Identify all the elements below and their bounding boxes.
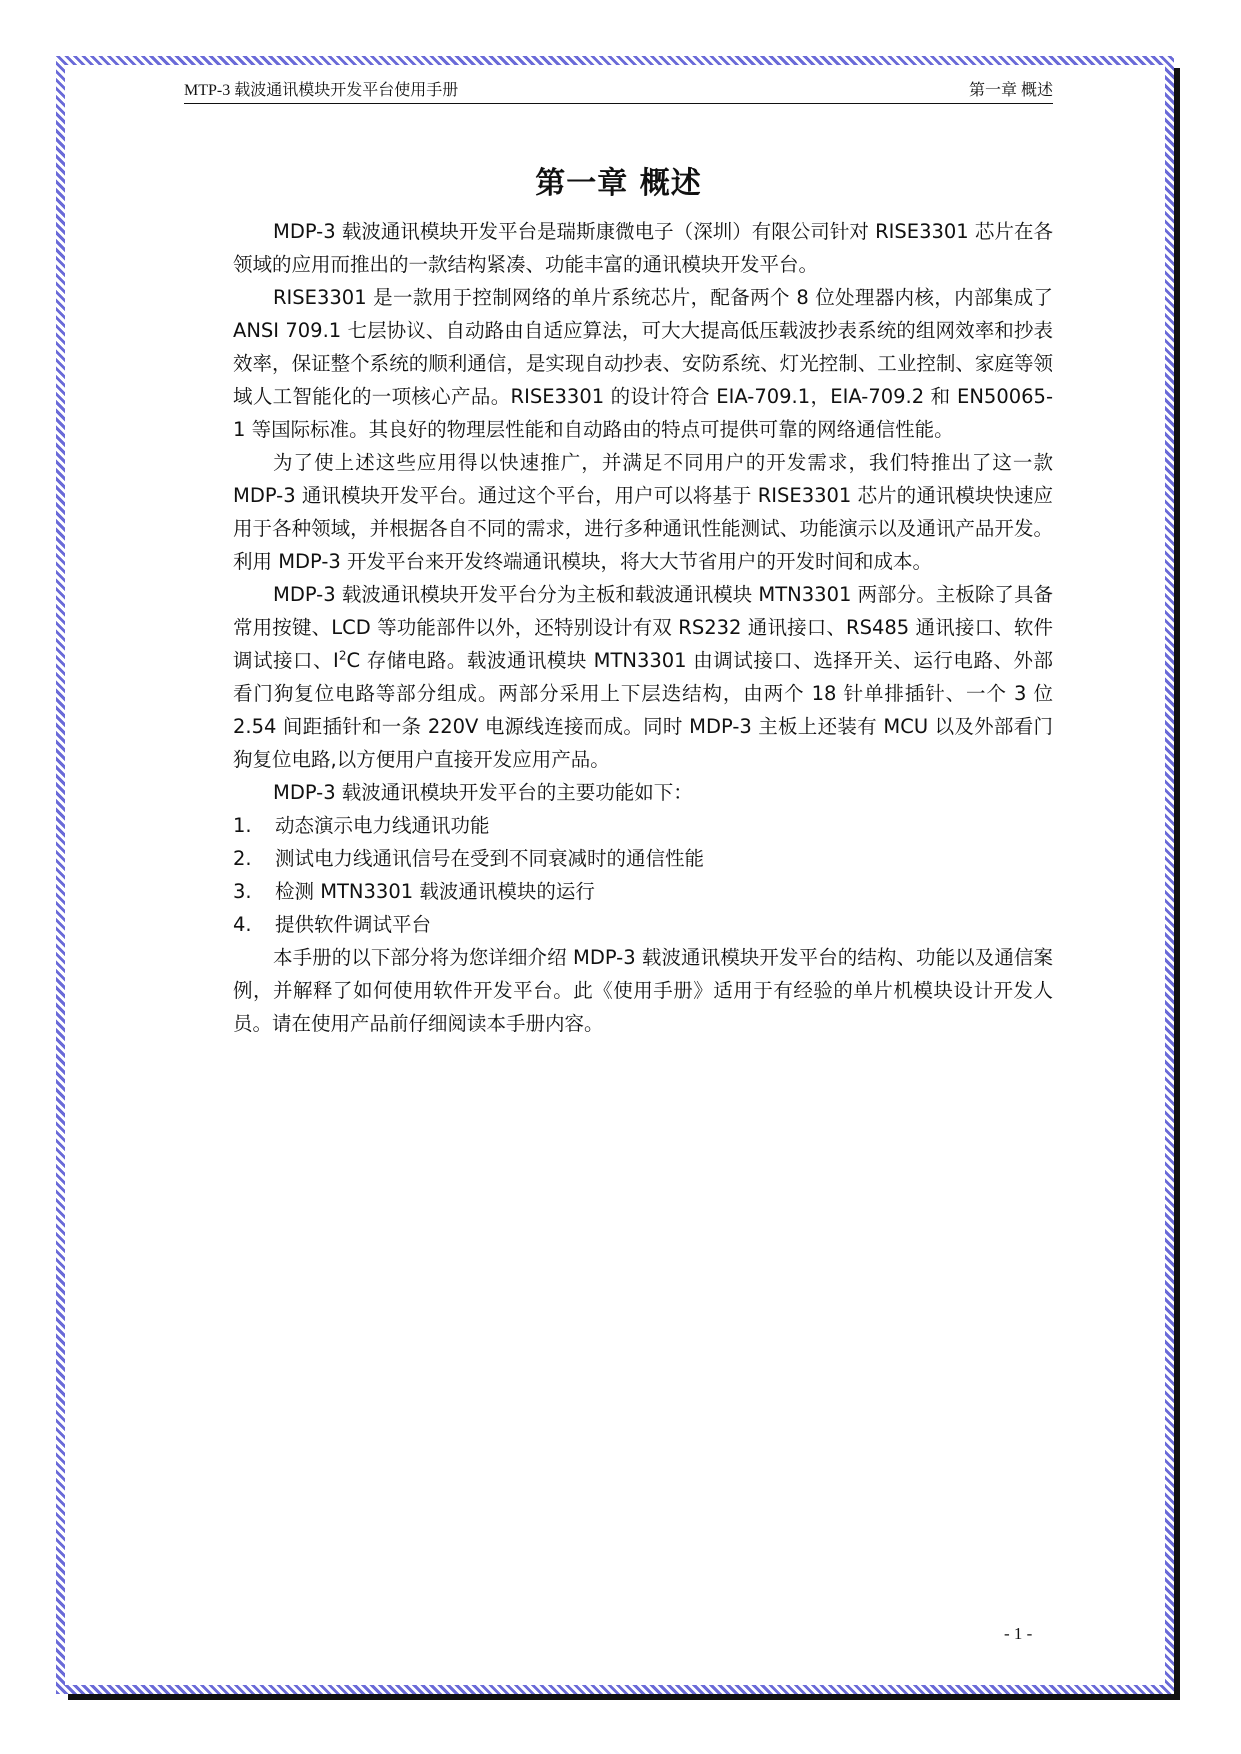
paragraph-closing: 本手册的以下部分将为您详细介绍 MDP-3 载波通讯模块开发平台的结构、功能以及通信案例，并解释了如何使用软件开发平台。此《使用手册》适用于有经验的单片机模块设计开发人员。请在使用产品前仔细阅读本手册内容。 (233, 946, 1053, 1035)
list-item-text: 测试电力线通讯信号在受到不同衰减时的通信性能 (275, 847, 705, 870)
functions-list (233, 809, 1053, 941)
list-item-text: 提供软件调试平台 (275, 913, 432, 936)
list-item-number: 4. (233, 913, 252, 936)
paragraph-platform: 为了使上述这些应用得以快速推广，并满足不同用户的开发需求，我们特推出了这一款 MDP-3 通讯模块开发平台。通过这个平台，用户可以将基于 RISE3301 芯片的通讯模块快速应用于各种领域，并根据各自不同的需求，进行多种通讯性能测试、功能演示以及通讯产品开发。利用 MDP-3 开发平台来开发终端通讯模块，将大大节省用户的开发时间和成本。 (233, 451, 1053, 573)
list-item (233, 875, 1053, 908)
running-header (184, 77, 1053, 104)
list-item (233, 842, 1053, 875)
paragraph-structure-part1: MDP-3 载波通讯模块开发平台分为主板和载波通讯模块 MTN3301 两部分。主板除了具备常用按键、LCD 等功能部件以外，还特别设计有双 RS232 通讯接口、RS485 通讯接口、软件调试接口、I (233, 583, 1053, 672)
list-item-number: 2. (233, 847, 252, 870)
chapter-body (233, 215, 1053, 1040)
page-number: - 1 - (1004, 1624, 1033, 1643)
functions-intro: MDP-3 载波通讯模块开发平台的主要功能如下： (273, 781, 693, 804)
superscript-2: 2 (338, 648, 347, 663)
header-chapter: 第一章 概述 (968, 82, 1053, 99)
list-item-number: 3. (233, 880, 252, 903)
list-item-text: 动态演示电力线通讯功能 (275, 814, 490, 837)
list-item (233, 809, 1053, 842)
page-border-shadow-bottom (68, 1694, 1180, 1700)
page-border-shadow-right (1174, 68, 1180, 1700)
paragraph-intro: MDP-3 载波通讯模块开发平台是瑞斯康微电子（深圳）有限公司针对 RISE3301 芯片在各领域的应用而推出的一款结构紧凑、功能丰富的通讯模块开发平台。 (233, 220, 1053, 276)
list-item-number: 1. (233, 814, 252, 837)
list-item (233, 908, 1053, 941)
paragraph-structure-part2: C 存储电路。载波通讯模块 MTN3301 由调试接口、选择开关、运行电路、外部看门狗复位电路等部分组成。两部分采用上下层迭结构，由两个 18 针单排插针、一个 3 位 2.54 间距插针和一条 220V 电源线连接而成。同时 MDP-3 主板上还装有 MCU 以及外部看门狗复位电路,以方便用户直接开发应用产品。 (233, 649, 1053, 771)
list-item-text: 检测 MTN3301 载波通讯模块的运行 (275, 880, 595, 903)
paragraph-rise3301: RISE3301 是一款用于控制网络的单片系统芯片，配备两个 8 位处理器内核，内部集成了 ANSI 709.1 七层协议、自动路由自适应算法，可大大提高低压载波抄表系统的组网效率和抄表效率，保证整个系统的顺利通信，是实现自动抄表、安防系统、灯光控制、工业控制、家庭等领域人工智能化的一项核心产品。RISE3301 的设计符合 EIA-709.1，EIA-709.2 和 EN50065-1 等国际标准。其良好的物理层性能和自动路由的特点可提供可靠的网络通信性能。 (233, 286, 1053, 441)
chapter-title: 第一章 概述 (535, 166, 702, 201)
paragraph-structure (233, 578, 1053, 776)
header-document-title: MTP-3 载波通讯模块开发平台使用手册 (184, 82, 459, 99)
